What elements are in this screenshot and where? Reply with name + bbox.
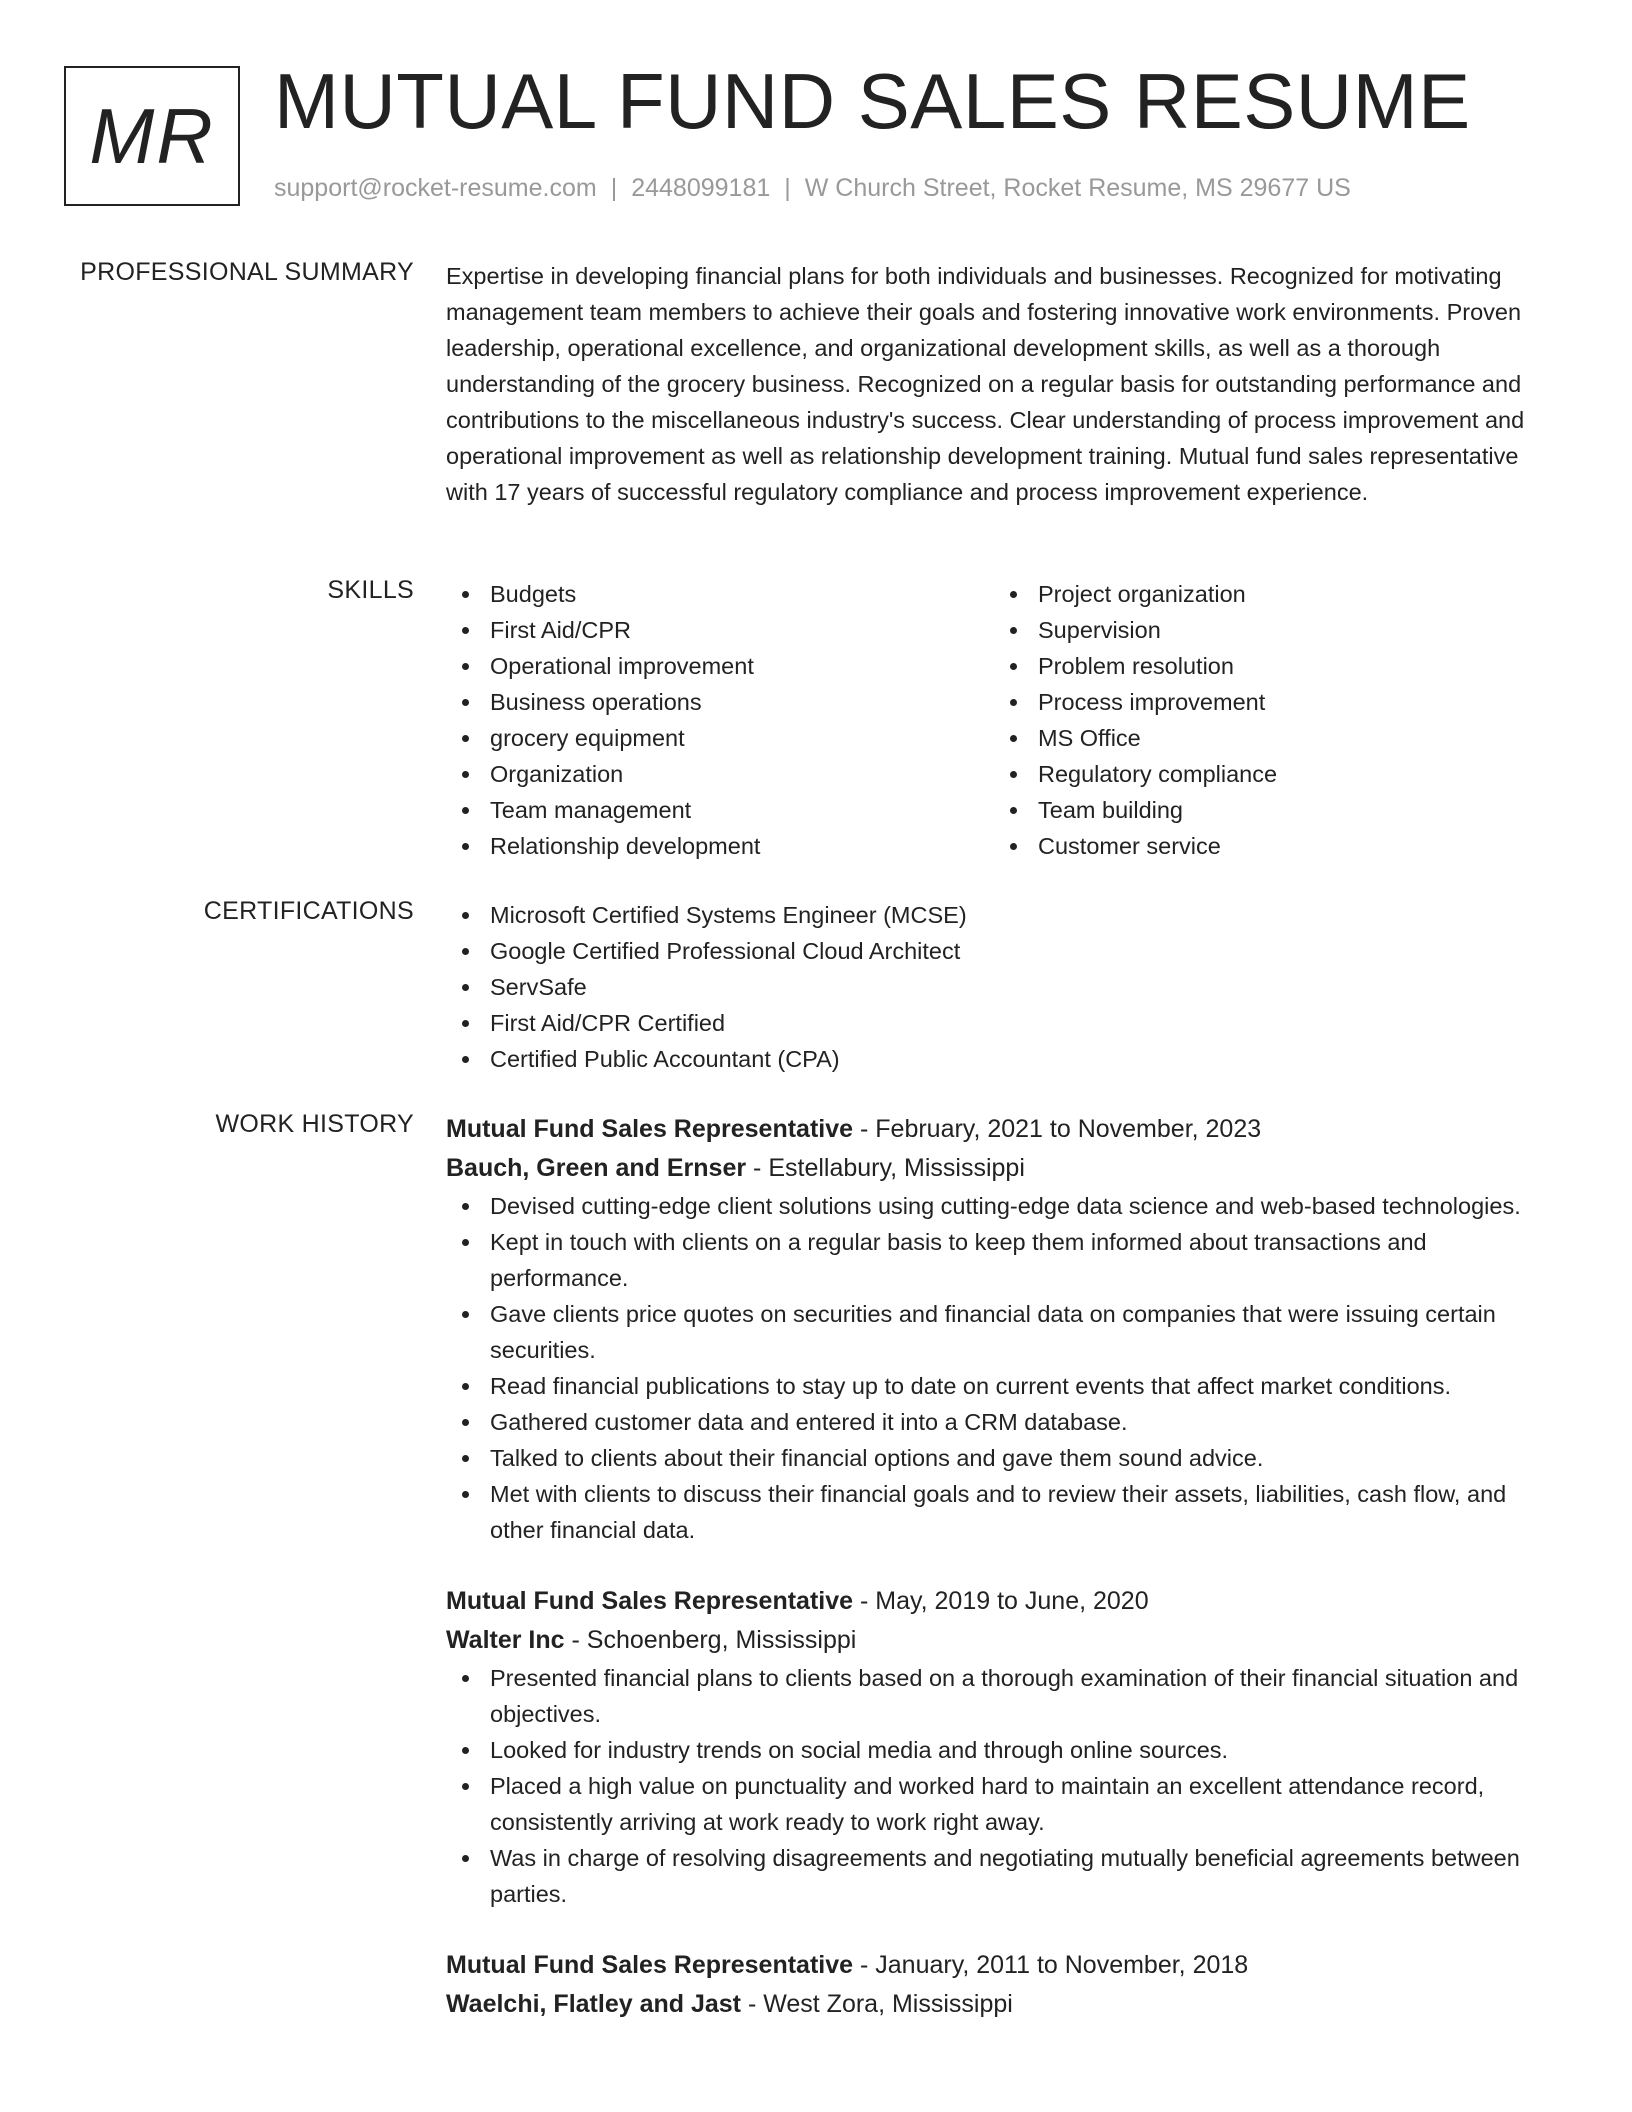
job-title: Mutual Fund Sales Representative — [446, 1587, 854, 1615]
monogram-initials: MR — [89, 91, 215, 180]
skill-item: Business operations — [446, 684, 994, 720]
job-responsibility-item: Kept in touch with clients on a regular basis to keep them informed about transactions and performance. — [446, 1224, 1566, 1296]
skills-column-left — [446, 576, 994, 864]
skill-item: grocery equipment — [446, 720, 994, 756]
skills-grid — [446, 576, 1566, 864]
summary-heading: PROFESSIONAL SUMMARY — [80, 258, 414, 286]
job-title-line — [446, 1946, 1566, 1985]
contact-email: support@rocket-resume.com — [274, 174, 597, 202]
skill-item: Team building — [994, 792, 1542, 828]
skill-item: Project organization — [994, 576, 1542, 612]
skills-heading: SKILLS — [327, 576, 414, 604]
monogram-box — [64, 66, 240, 206]
job-responsibility-item: Talked to clients about their financial options and gave them sound advice. — [446, 1440, 1566, 1476]
resume-title: MUTUAL FUND SALES RESUME — [274, 57, 1471, 145]
skill-item: Budgets — [446, 576, 994, 612]
job-location: - Schoenberg, Mississippi — [564, 1626, 857, 1654]
skill-item: Customer service — [994, 828, 1542, 864]
job-title: Mutual Fund Sales Representative — [446, 1951, 854, 1979]
certification-item: Certified Public Accountant (CPA) — [446, 1041, 1566, 1077]
job-responsibility-item: Devised cutting-edge client solutions using cutting-edge data science and web-based technologies. — [446, 1188, 1566, 1224]
job-entry — [446, 1946, 1566, 2024]
work-history-body — [446, 1110, 1566, 2024]
skill-item: Problem resolution — [994, 648, 1542, 684]
job-responsibilities-list — [446, 1660, 1566, 1912]
certification-item: Google Certified Professional Cloud Architect — [446, 933, 1566, 969]
skill-item: Relationship development — [446, 828, 994, 864]
work-history-heading: WORK HISTORY — [215, 1110, 414, 1138]
job-dates: - January, 2011 to November, 2018 — [853, 1951, 1249, 1979]
job-responsibility-item: Read financial publications to stay up to date on current events that affect market conditions. — [446, 1368, 1566, 1404]
contact-separator: | — [610, 174, 618, 202]
job-responsibility-item: Placed a high value on punctuality and worked hard to maintain an excellent attendance record, consistently arriving at work ready to work right away. — [446, 1768, 1566, 1840]
job-company-line — [446, 1985, 1566, 2024]
job-responsibility-item: Was in charge of resolving disagreements and negotiating mutually beneficial agreements between parties. — [446, 1840, 1566, 1912]
job-responsibility-item: Met with clients to discuss their financial goals and to review their assets, liabilities, cash flow, and other financial data. — [446, 1476, 1566, 1548]
job-responsibility-item: Gave clients price quotes on securities and financial data on companies that were issuing certain securities. — [446, 1296, 1566, 1368]
contact-separator: | — [784, 174, 791, 202]
certification-item: ServSafe — [446, 969, 1566, 1005]
job-title-line — [446, 1582, 1566, 1621]
skill-item: Operational improvement — [446, 648, 994, 684]
skills-column-right — [994, 576, 1542, 864]
skill-item: MS Office — [994, 720, 1542, 756]
skills-body — [446, 576, 1566, 864]
job-company-line — [446, 1149, 1566, 1188]
job-responsibilities-list — [446, 1188, 1566, 1548]
skill-item: First Aid/CPR — [446, 612, 994, 648]
job-company: Walter Inc — [446, 1626, 565, 1654]
contact-phone: 2448099181 — [631, 174, 771, 202]
job-dates: - May, 2019 to June, 2020 — [853, 1587, 1149, 1615]
job-location: - West Zora, Mississippi — [741, 1990, 1013, 2018]
job-title-line — [446, 1110, 1566, 1149]
job-dates: - February, 2021 to November, 2023 — [853, 1115, 1262, 1143]
certifications-list — [446, 897, 1566, 1077]
job-location: - Estellabury, Mississippi — [746, 1154, 1025, 1182]
job-entry — [446, 1110, 1566, 1548]
certification-item: Microsoft Certified Systems Engineer (MCSE) — [446, 897, 1566, 933]
contact-line — [274, 174, 1351, 203]
job-responsibility-item: Looked for industry trends on social media and through online sources. — [446, 1732, 1566, 1768]
skill-item: Supervision — [994, 612, 1542, 648]
summary-body — [446, 258, 1566, 510]
job-company: Bauch, Green and Ernser — [446, 1154, 747, 1182]
skill-item: Regulatory compliance — [994, 756, 1542, 792]
job-responsibility-item: Presented financial plans to clients based on a thorough examination of their financial situation and objectives. — [446, 1660, 1566, 1732]
job-entry — [446, 1582, 1566, 1912]
certifications-body — [446, 897, 1566, 1077]
skill-item: Team management — [446, 792, 994, 828]
job-company-line — [446, 1621, 1566, 1660]
certifications-heading: CERTIFICATIONS — [203, 897, 414, 925]
summary-text: Expertise in developing financial plans for both individuals and businesses. Recognized for motivating management team members to achieve their goals and fostering innovative work environments. Proven leadership, operational excellence, and organizational development skills, as well as a thorough understanding of the grocery business. Recognized on a regular basis for outstanding performance and contributions to the miscellaneous industry's success. Clear understanding of process improvement and operational improvement as well as relationship development training. Mutual fund sales representative with 17 years of successful regulatory compliance and process improvement experience. — [446, 263, 1525, 505]
job-title: Mutual Fund Sales Representative — [446, 1115, 854, 1143]
skill-item: Process improvement — [994, 684, 1542, 720]
skill-item: Organization — [446, 756, 994, 792]
job-responsibility-item: Gathered customer data and entered it into a CRM database. — [446, 1404, 1566, 1440]
job-company: Waelchi, Flatley and Jast — [446, 1990, 742, 2018]
contact-address: W Church Street, Rocket Resume, MS 29677 US — [804, 174, 1351, 202]
certification-item: First Aid/CPR Certified — [446, 1005, 1566, 1041]
